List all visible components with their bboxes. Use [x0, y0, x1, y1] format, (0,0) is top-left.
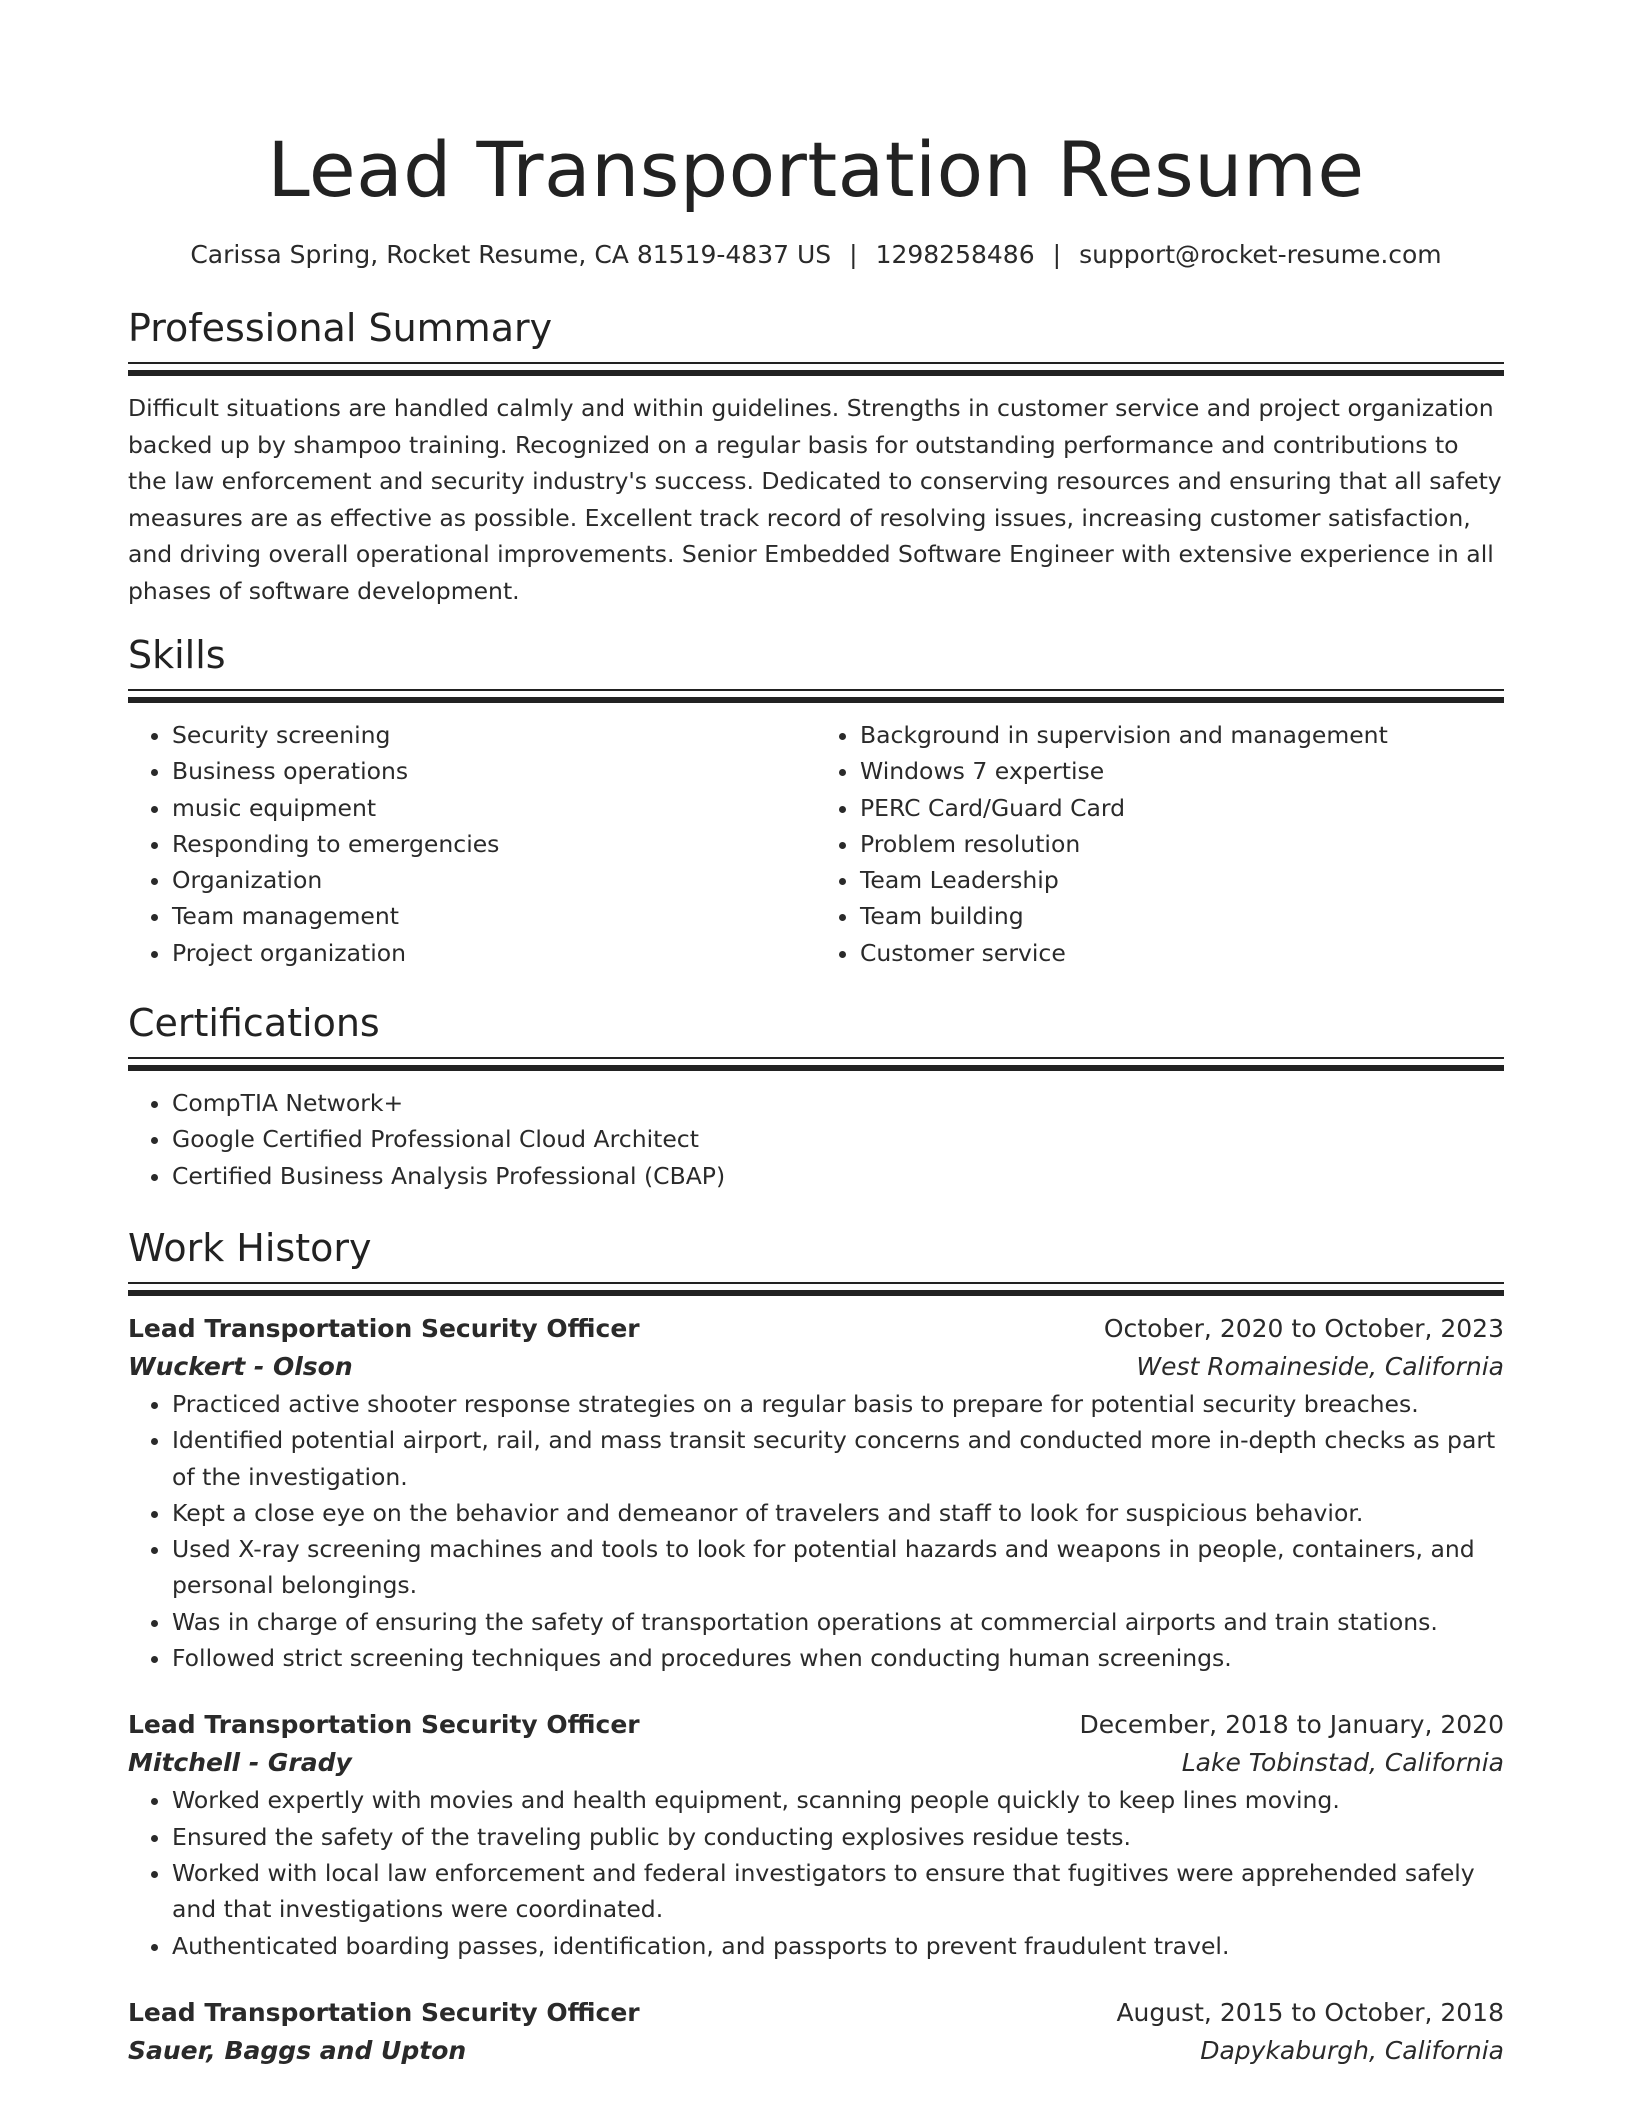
section-heading-certifications: Certifications [128, 1001, 380, 1046]
job-title: Lead Transportation Security Officer [128, 1313, 640, 1343]
job-duty: • Authenticated boarding passes, identification, and passports to prevent fraudulent travel. [172, 1928, 1504, 1964]
certification-item: • CompTIA Network+ [172, 1085, 1504, 1121]
job-entry [128, 1994, 1504, 2070]
job-location: Dapykaburgh, California [1200, 2035, 1504, 2065]
summary-section [128, 302, 1504, 609]
job-subheader [128, 2032, 1504, 2070]
job-dates: October, 2020 to October, 2023 [1103, 1313, 1504, 1343]
skill-item: • Team Leadership [860, 862, 1504, 898]
job-duty: • Worked expertly with movies and health equipment, scanning people quickly to keep lines moving. [172, 1782, 1504, 1818]
job-company: Mitchell - Grady [128, 1748, 352, 1778]
section-rule [128, 1057, 1504, 1071]
job-duty: • Ensured the safety of the traveling public by conducting explosives residue tests. [172, 1819, 1504, 1855]
skill-item: • Background in supervision and management [860, 717, 1504, 753]
skills-list-right [816, 717, 1504, 971]
skills-list-left [128, 717, 816, 971]
skills-grid [128, 717, 1504, 971]
job-location: Lake Tobinstad, California [1181, 1748, 1504, 1778]
section-heading-summary: Professional Summary [128, 306, 553, 350]
skill-item: • PERC Card/Guard Card [860, 790, 1504, 826]
summary-text: Difficult situations are handled calmly and within guidelines. Strengths in customer service and project organization backed up by shampoo training. Recognized on a regular basis for outstanding performance and contributions to the law enforcement and security industry's success. Dedicated to conserving resources and ensuring that all safety measures are as effective as possible. Excellent track record of resolving issues, increasing customer satisfaction, and driving overall operational improvements. Senior Embedded Software Engineer with extensive experience in all phases of software development. [128, 394, 1502, 605]
job-duty: • Identified potential airport, rail, and mass transit security concerns and conducted more in-depth checks as part of the investigation. [172, 1422, 1504, 1495]
job-duty: • Worked with local law enforcement and federal investigators to ensure that fugitives were apprehended safely and that investigations were coordinated. [172, 1855, 1504, 1928]
job-company: Wuckert - Olson [128, 1351, 353, 1381]
skill-item: • Problem resolution [860, 826, 1504, 862]
job-duty: • Followed strict screening techniques and procedures when conducting human screenings. [172, 1640, 1504, 1676]
skill-item: • Security screening [172, 717, 816, 753]
certification-item: • Certified Business Analysis Professional (CBAP) [172, 1158, 1504, 1194]
skill-item: • Windows 7 expertise [860, 753, 1504, 789]
job-entry [128, 1706, 1504, 1963]
job-subheader [128, 1744, 1504, 1782]
job-duty: • Used X-ray screening machines and tools to look for potential hazards and weapons in people, containers, and personal belongings. [172, 1531, 1504, 1604]
job-duty: • Was in charge of ensuring the safety of transportation operations at commercial airports and train stations. [172, 1604, 1504, 1640]
contact-separator: | [1052, 240, 1062, 269]
job-location: West Romaineside, California [1136, 1351, 1504, 1381]
job-duty: • Practiced active shooter response strategies on a regular basis to prepare for potential security breaches. [172, 1386, 1504, 1422]
work-history-section [128, 1222, 1504, 2070]
skill-item: • Team management [172, 898, 816, 934]
skill-item: • Organization [172, 862, 816, 898]
job-title: Lead Transportation Security Officer [128, 1710, 640, 1740]
section-rule [128, 689, 1504, 703]
skill-item: • Business operations [172, 753, 816, 789]
section-rule [128, 1282, 1504, 1296]
skill-item: • Responding to emergencies [172, 826, 816, 862]
job-duties-list [128, 1386, 1504, 1676]
job-header [128, 1994, 1504, 2032]
job-dates: December, 2018 to January, 2020 [1079, 1710, 1504, 1740]
job-subheader [128, 1348, 1504, 1386]
job-entry [128, 1310, 1504, 1676]
contact-line [128, 238, 1504, 272]
job-dates: August, 2015 to October, 2018 [1116, 1997, 1504, 2027]
contact-address: Carissa Spring, Rocket Resume, CA 81519-4837 US [190, 240, 832, 269]
section-heading-work-history: Work History [128, 1225, 372, 1270]
skill-item: • Project organization [172, 935, 816, 971]
job-title: Lead Transportation Security Officer [128, 1997, 640, 2027]
job-header [128, 1310, 1504, 1348]
skills-column-right [816, 717, 1504, 971]
contact-phone: 1298258486 [875, 240, 1035, 269]
certifications-list [128, 1085, 1504, 1194]
skill-item: • Team building [860, 898, 1504, 934]
job-duty: • Kept a close eye on the behavior and demeanor of travelers and staff to look for suspicious behavior. [172, 1495, 1504, 1531]
skills-column-left [128, 717, 816, 971]
job-duties-list [128, 1782, 1504, 1963]
job-header [128, 1706, 1504, 1744]
section-rule [128, 362, 1504, 376]
resume-content [128, 118, 1504, 2070]
certification-item: • Google Certified Professional Cloud Architect [172, 1121, 1504, 1157]
skill-item: • music equipment [172, 790, 816, 826]
resume-title: Lead Transportation Resume [267, 125, 1365, 214]
skills-section [128, 629, 1504, 971]
job-company: Sauer, Baggs and Upton [128, 2035, 467, 2065]
skill-item: • Customer service [860, 935, 1504, 971]
certifications-section [128, 997, 1504, 1194]
contact-email[interactable]: support@rocket-resume.com [1079, 240, 1442, 269]
section-heading-skills: Skills [128, 633, 226, 677]
contact-separator: | [849, 240, 858, 269]
